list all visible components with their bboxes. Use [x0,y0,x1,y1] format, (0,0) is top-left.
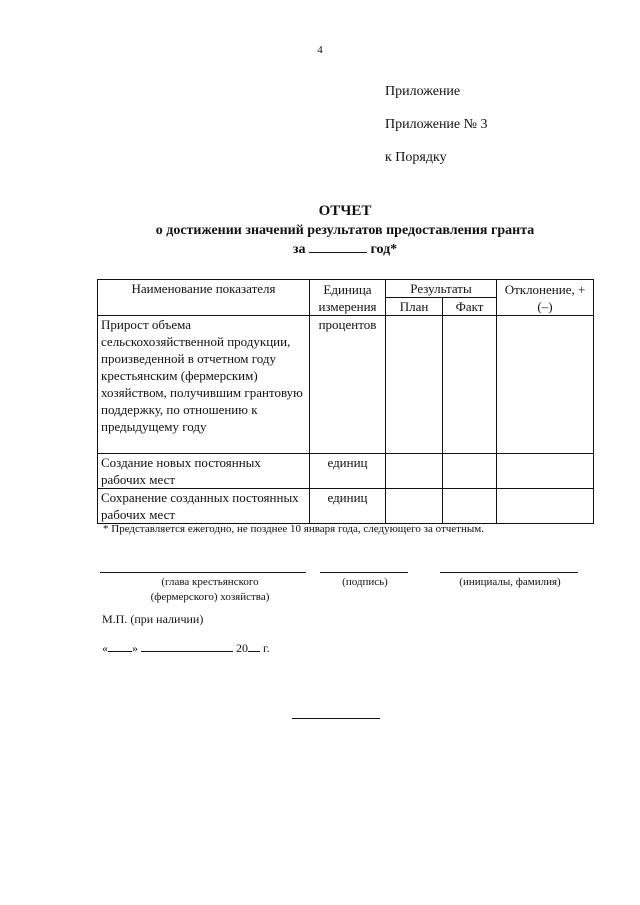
indicator-cell: Создание новых постоянных рабочих мест [98,454,310,489]
unit-cell: процентов [310,316,386,454]
head-signature-line [100,572,306,573]
fact-cell [443,316,497,454]
attachment-label: Приложение [385,84,461,99]
footnote: * Представляется ежегодно, не позднее 10 января года, следующего за отчетным. [103,523,484,535]
header-results: Результаты [386,280,497,298]
signature-line [320,572,408,573]
table-row [98,454,594,489]
deviation-cell [497,489,594,524]
page-number: 4 [317,44,323,56]
year-prefix: 20 [236,641,248,655]
month-blank [141,640,233,652]
name-line [440,572,578,573]
attachment-reference: к Порядку [385,150,447,165]
name-label: (инициалы, фамилия) [459,576,561,588]
year-suffix: г. [263,641,270,655]
header-plan: План [386,298,443,316]
period-suffix: год* [370,242,398,257]
header-deviation: Отклонение, + (–) [497,280,594,316]
unit-cell: единиц [310,489,386,524]
results-table [97,279,594,524]
plan-cell [386,316,443,454]
date-open-quote: « [102,641,108,655]
unit-cell: единиц [310,454,386,489]
plan-cell [386,454,443,489]
period-blank [309,240,367,253]
fact-cell [443,454,497,489]
date-line [102,640,270,656]
indicator-cell: Прирост объема сельскохозяйственной продукции, произведенной в отчетном году крестьянским (фермерским) хозяйством, получившим грантовую поддержку, по отношению к предыдущему году [98,316,310,454]
date-close-quote: » [132,641,138,655]
year-blank [248,640,260,652]
table-row [98,316,594,454]
table-row [98,489,594,524]
end-divider [292,718,380,719]
header-indicator: Наименование показателя [98,280,310,316]
fact-cell [443,489,497,524]
attachment-number: Приложение № 3 [385,117,488,132]
deviation-cell [497,454,594,489]
deviation-cell [497,316,594,454]
report-title: ОТЧЕТ [318,203,372,219]
report-subtitle: о достижении значений результатов предоставления гранта [155,223,535,238]
head-label: (глава крестьянского (фермерского) хозяйства) [150,576,270,603]
signature-label: (подпись) [342,576,388,588]
plan-cell [386,489,443,524]
header-fact: Факт [443,298,497,316]
period-prefix: за [292,242,306,257]
day-blank [108,640,132,652]
stamp-label: М.П. (при наличии) [102,612,204,626]
header-unit: Единица измерения [310,280,386,316]
indicator-cell: Сохранение созданных постоянных рабочих мест [98,489,310,524]
report-period [0,240,640,258]
